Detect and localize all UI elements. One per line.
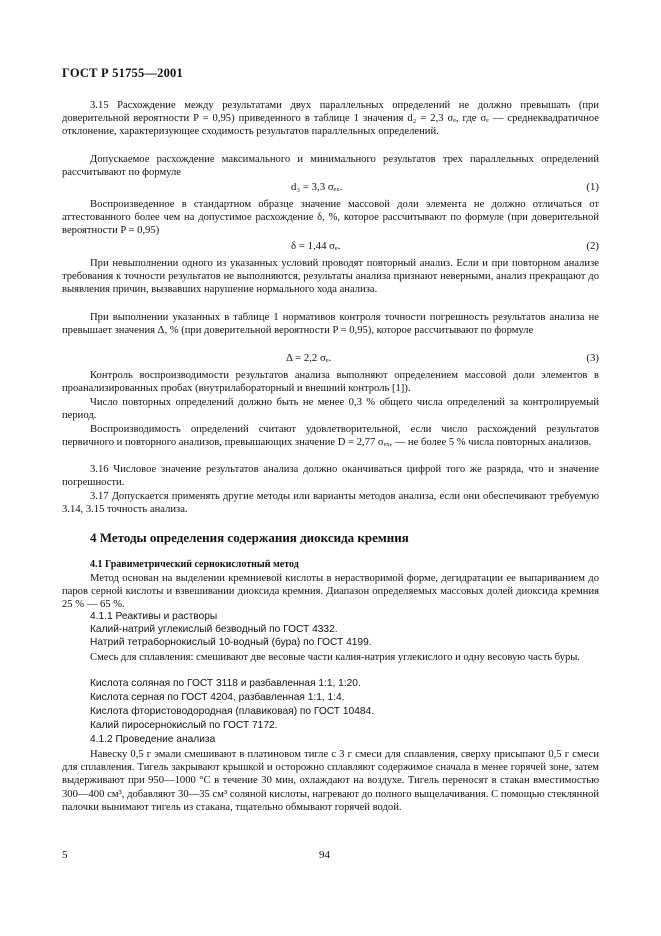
reagents-title: 4.1.1 Реактивы и растворы — [90, 611, 218, 622]
paragraph-3-17: 3.17 Допускается применять другие методы или варианты методов анализа, если они обеспечивают требуемую 3.14, 3.15 точность анализа. — [62, 491, 599, 516]
formula-1-number: (1) — [586, 181, 599, 193]
page-number-center: 94 — [319, 849, 330, 861]
reagent-item: Калий-натрий углекислый безводный по ГОСТ 4332. — [90, 624, 338, 635]
paragraph-method-basis: Метод основан на выделении кремниевой кислоты в нерастворимой форме, дегидратации ее выпариванием до паров серной кислоты и взвешивании диоксида кремния. Диапазон определяемых массовых долей диоксида кремния 25 % — 65 %. — [62, 573, 599, 611]
paragraph-repeat-analysis: При невыполнении одного из указанных условий проводят повторный анализ. Если и при повторном анализе требования к точности результатов не выполняются, результаты анализа признают неверными, анализ прекращают до выявления причин, вызвавших нарушение нормального хода анализа. — [62, 258, 599, 296]
paragraph-reproduced-value: Воспроизведенное в стандартном образце значение массовой доли элемента не должно отличаться от аттестованного более чем на допустимое расхождение δ, %, которое рассчитывают по формуле (при доверительной вероятности P = 0,95) — [62, 199, 599, 237]
page-number-left: 5 — [62, 849, 68, 861]
paragraph-allowed-difference: Допускаемое расхождение максимального и минимального результатов трех параллельных определений рассчитывают по формуле — [62, 154, 599, 179]
paragraph-fusion-mix: Смесь для сплавления: смешивают две весовые части калия-натрия углекислого и одну весовую часть буры. — [90, 652, 581, 663]
reagent-item: Кислота серная по ГОСТ 4204, разбавленная 1:1, 1:4. — [90, 692, 345, 703]
section-4-1-title: 4.1 Гравиметрический сернокислотный метод — [90, 559, 299, 570]
document-header: ГОСТ Р 51755—2001 — [62, 66, 183, 80]
paragraph-satisfactory: Воспроизводимость определений считают удовлетворительной, если число расхождений результатов первичного и повторного анализов, превышающих значение D = 2,77 σₑₓ, — не более 5 % числа повторных анализов. — [62, 424, 599, 449]
reagent-item: Калий пиросернокислый по ГОСТ 7172. — [90, 720, 278, 731]
section-4-title: 4 Методы определения содержания диоксида кремния — [90, 530, 409, 545]
formula-2-number: (2) — [586, 240, 599, 252]
reagent-item: Натрий тетраборнокислый 10-водный (бура) по ГОСТ 4199. — [90, 637, 372, 648]
reagent-item: Кислота соляная по ГОСТ 3118 и разбавленная 1:1, 1:20. — [90, 678, 361, 689]
formula-2: δ = 1,44 σₑ. — [291, 240, 341, 252]
formula-3: Δ = 2,2 σₑ. — [286, 352, 332, 364]
paragraph-procedure: Навеску 0,5 г эмали смешивают в платиновом тигле с 3 г смеси для сплавления, сверху присыпают 0,5 г смеси для сплавления. Тигель закрывают крышкой и осторожно сплавляют содержимое сначала в менее горячей зоне, затем выдерживают при 950—1000 °С в течение 30 мин, охлаждают на воздухе. Тигель переносят в стакан вместимостью 300—400 см³, добавляют 30—35 см³ соляной кислоты, нагревают до полного выщелачивания. С помощью стеклянной палочки вынимают тигель из стакана, тщательно обмывают горячей водой. — [62, 749, 599, 813]
paragraph-3-15: 3.15 Расхождение между результатами двух параллельных определений не должно превышать (при доверительной вероятности P = 0,95) приведенного в таблице 1 значения d₂ = 2,3 σₑ, где σₑ — среднеквадратичное отклонение, характеризующее сходимость результатов параллельных определений. — [62, 100, 599, 138]
paragraph-repeat-count: Число повторных определений должно быть не менее 0,3 % общего числа определений за контролируемый период. — [62, 397, 599, 422]
paragraph-accuracy-norms: При выполнении указанных в таблице 1 нормативов контроля точности погрешность результатов анализа не превышает значения Δ, % (при доверительной вероятности P = 0,95), которое рассчитывают по формуле — [62, 312, 599, 337]
paragraph-reproducibility-control: Контроль воспроизводимости результатов анализа выполняют определением массовой доли элементов в проанализированных пробах (внутрилабораторный и внешний контроль [1]). — [62, 370, 599, 395]
analysis-title: 4.1.2 Проведение анализа — [90, 734, 216, 745]
formula-3-number: (3) — [586, 352, 599, 364]
formula-1: d₃ = 3,3 σₑₓ. — [291, 181, 343, 193]
paragraph-3-16: 3.16 Числовое значение результатов анализа должно оканчиваться цифрой того же разряда, что и значение погрешности. — [62, 464, 599, 489]
reagent-item: Кислота фтористоводородная (плавиковая) по ГОСТ 10484. — [90, 706, 375, 717]
